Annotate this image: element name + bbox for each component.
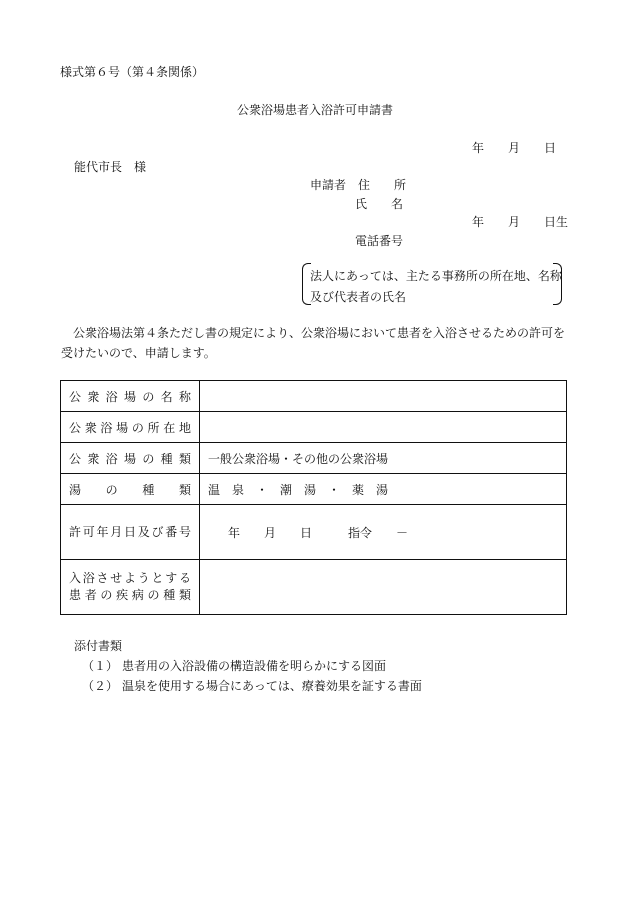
attachment-text: 温泉を使用する場合にあっては、療養効果を証する書面 (122, 679, 422, 693)
phone-number-label: 電話番号 (355, 234, 404, 248)
attachment-number: （１） (82, 659, 119, 673)
corporate-note (302, 263, 562, 305)
permit-value: 年 月 日 指令 － (228, 525, 409, 540)
addressee: 能代市長 様 (74, 160, 147, 174)
application-table (60, 380, 567, 615)
table-row (61, 381, 567, 412)
bath-name-field[interactable] (200, 381, 567, 412)
birth-date-line: 年 月 日生 (472, 215, 569, 229)
attachment-text: 患者用の入浴設備の構造設備を明らかにする図面 (122, 659, 387, 673)
attachment-item (82, 659, 386, 673)
row-label: 公衆浴場の所在地 (61, 412, 200, 443)
row-label: 公衆浴場の名称 (61, 381, 200, 412)
table-row (61, 443, 567, 474)
application-statement: 公衆浴場法第４条ただし書の規定により、公衆浴場において患者を入浴させるための許可を受けたいので、申請します。 (61, 326, 566, 360)
water-type-field[interactable]: 温 泉 ・ 潮 湯 ・ 薬 湯 (200, 474, 567, 505)
document-title: 公衆浴場患者入浴許可申請書 (236, 103, 393, 117)
attachments-title: 添付書類 (74, 639, 123, 653)
attachment-number: （２） (82, 679, 119, 693)
table-row (61, 474, 567, 505)
table-row (61, 505, 567, 560)
bath-type-field[interactable]: 一般公衆浴場・その他の公衆浴場 (200, 443, 567, 474)
row-label: 許可年月日及び番号 (61, 505, 200, 560)
bath-location-field[interactable] (200, 412, 567, 443)
row-label: 公衆浴場の種類 (61, 443, 200, 474)
row-label: 湯の種類 (61, 474, 200, 505)
permit-date-number-field[interactable] (200, 505, 567, 560)
row-label (61, 560, 200, 615)
row-label-line2: 患者の疾病の種類 (69, 588, 191, 602)
attachment-item (82, 679, 422, 693)
table-row (61, 412, 567, 443)
corporate-note-line1: 法人にあっては、主たる事務所の所在地、名称 (310, 269, 562, 283)
form-number: 様式第６号（第４条関係） (60, 65, 205, 79)
date-line: 年 月 日 (472, 141, 557, 155)
row-label-line1: 入浴させようとする (69, 571, 191, 585)
applicant-name-label: 氏 名 (355, 197, 404, 211)
corporate-note-line2: 及び代表者の氏名 (310, 290, 407, 304)
disease-type-field[interactable] (200, 560, 567, 615)
table-row (61, 560, 567, 615)
applicant-address-label: 申請者 住 所 (310, 178, 407, 192)
